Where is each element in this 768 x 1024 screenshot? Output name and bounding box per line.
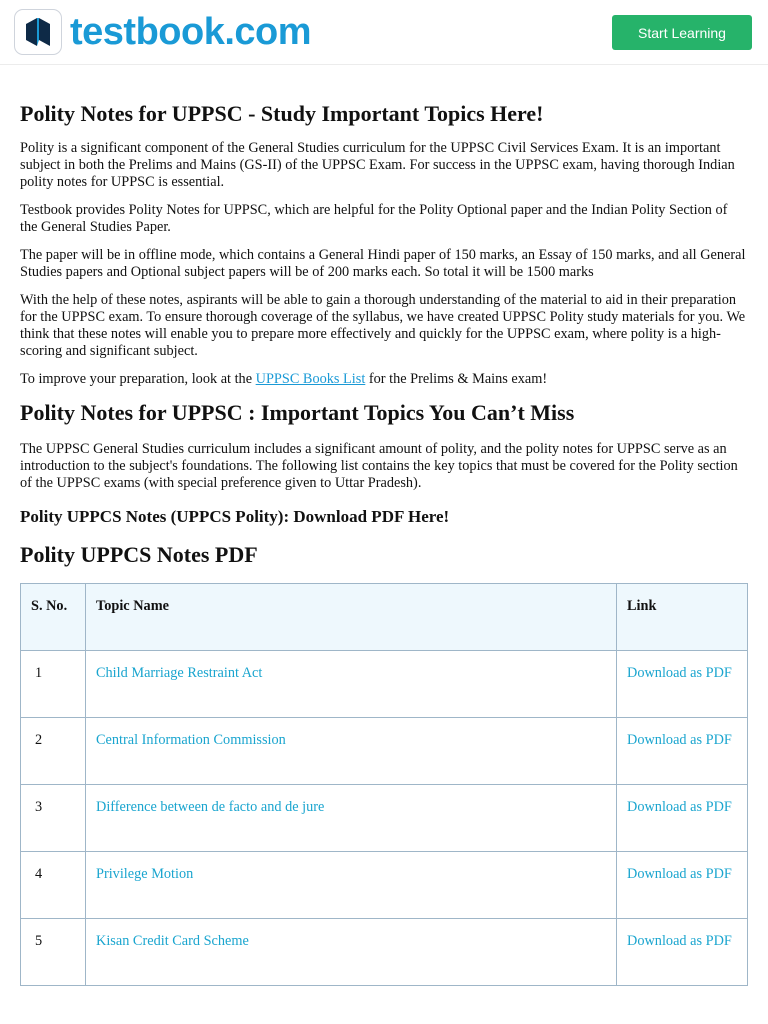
logo[interactable] [14, 9, 311, 55]
table-header-row [21, 584, 748, 651]
download-pdf-link[interactable]: Download as PDF [617, 852, 748, 919]
row-number: 3 [21, 785, 86, 852]
table-row [21, 718, 748, 785]
intro-paragraph-3: The paper will be in offline mode, which contains a General Hindi paper of 150 marks, an Essay of 150 marks, and all General Studies papers and Optional subject papers will be of 200 marks each. So total it will be 1500 marks [20, 247, 746, 280]
site-header [0, 0, 768, 65]
logo-text: testbook.com [70, 11, 312, 53]
pdf-heading: Polity UPPCS Notes PDF [20, 542, 258, 567]
intro-paragraph-1: Polity is a significant component of the General Studies curriculum for the UPPSC Civil Services Exam. It is an important subject in both the Prelims and Mains (GS-II) of the UPPSC Exam. For success in the UPPSC exam, having thorough Indian polity notes for UPPSC is essential. [20, 140, 735, 190]
article [0, 101, 768, 986]
header-sno: S. No. [21, 584, 86, 651]
header-link: Link [617, 584, 748, 651]
topic-link[interactable]: Child Marriage Restraint Act [86, 651, 617, 718]
topic-link[interactable]: Privilege Motion [86, 852, 617, 919]
page-title: Polity Notes for UPPSC - Study Important Topics Here! [20, 101, 544, 126]
topic-link[interactable]: Kisan Credit Card Scheme [86, 919, 617, 986]
uppsc-books-list-link[interactable]: UPPSC Books List [255, 371, 366, 387]
section-heading-topics: Polity Notes for UPPSC : Important Topics You Can’t Miss [20, 400, 575, 425]
table-row [21, 852, 748, 919]
section-paragraph: The UPPSC General Studies curriculum includes a significant amount of polity, and the polity notes for UPPSC serve as an introduction to the subject's foundations. The following list contains the key topics that must be covered for the Polity section of the UPPSC exams (with special preference given to Uttar Pradesh). [20, 441, 738, 491]
notes-table [20, 583, 748, 986]
download-heading: Polity UPPCS Notes (UPPCS Polity): Download PDF Here! [20, 507, 450, 526]
book-icon [14, 9, 62, 55]
download-pdf-link[interactable]: Download as PDF [617, 919, 748, 986]
row-number: 5 [21, 919, 86, 986]
table-row [21, 785, 748, 852]
download-pdf-link[interactable]: Download as PDF [617, 718, 748, 785]
download-pdf-link[interactable]: Download as PDF [617, 785, 748, 852]
row-number: 2 [21, 718, 86, 785]
topic-link[interactable]: Central Information Commission [86, 718, 617, 785]
improve-paragraph [20, 371, 748, 388]
intro-paragraph-4: With the help of these notes, aspirants will be able to gain a thorough understanding of the material to aid in their preparation for the UPPSC exam. To ensure thorough coverage of the syllabus, we have created UPPSC Polity study materials for you. We think that these notes will enable you to prepare more effectively and quickly for the UPPSC exam, where polity is a high-scoring and significant subject. [20, 292, 746, 359]
row-number: 1 [21, 651, 86, 718]
row-number: 4 [21, 852, 86, 919]
start-learning-button[interactable]: Start Learning [612, 15, 752, 50]
table-row [21, 651, 748, 718]
table-row [21, 919, 748, 986]
header-topic: Topic Name [86, 584, 617, 651]
download-pdf-link[interactable]: Download as PDF [617, 651, 748, 718]
improve-text-after: for the Prelims & Mains exam! [365, 371, 548, 387]
improve-text-before: To improve your preparation, look at the [20, 371, 256, 387]
intro-paragraph-2: Testbook provides Polity Notes for UPPSC, which are helpful for the Polity Optional paper and the Indian Polity Section of the General Studies Paper. [20, 202, 728, 235]
topic-link[interactable]: Difference between de facto and de jure [86, 785, 617, 852]
